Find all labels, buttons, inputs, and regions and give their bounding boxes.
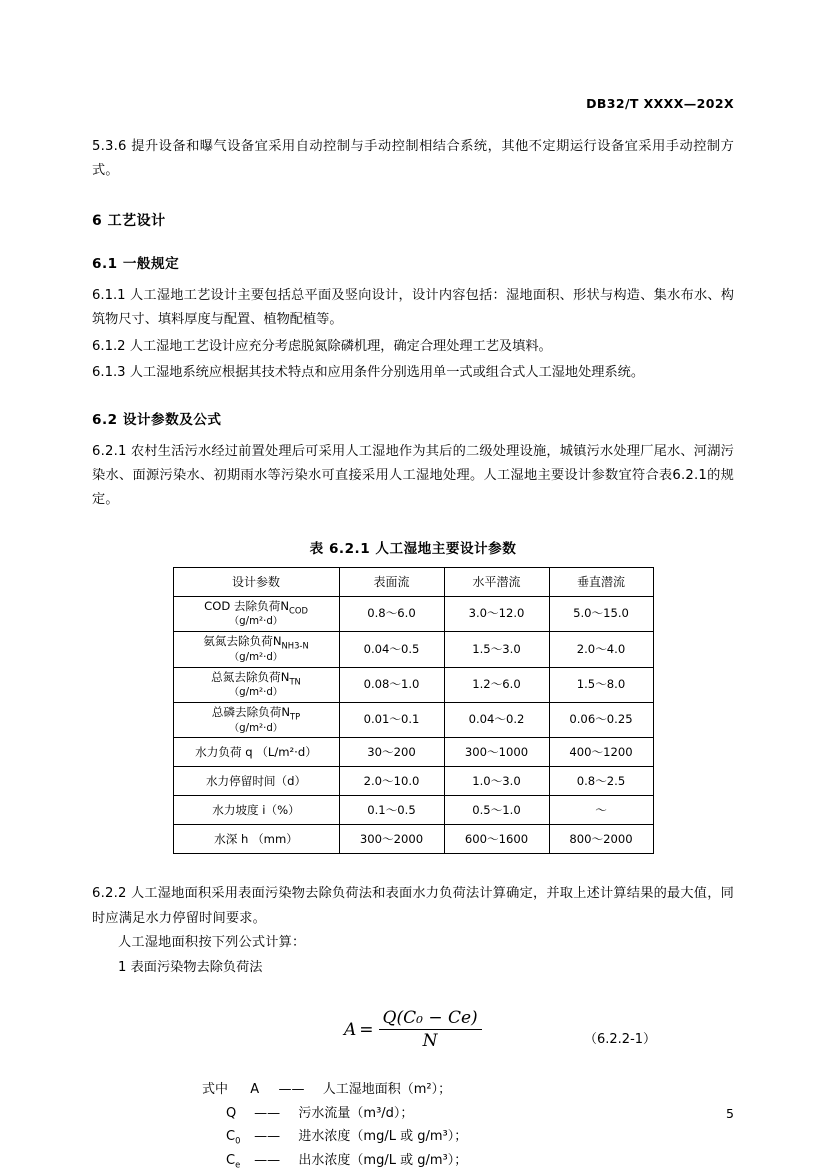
table-row-header: 水力坡度 i（%） (173, 796, 339, 825)
table-row (173, 796, 653, 825)
formula-equals: = (359, 1019, 374, 1040)
table-cell: 0.08～1.0 (339, 667, 444, 702)
param-symbol: N (280, 598, 289, 613)
table-cell: 0.04～0.5 (339, 632, 444, 667)
formula-numerator: Q(C₀ − Ce) (379, 1008, 482, 1030)
table-row (173, 703, 653, 738)
table-row-header (173, 703, 339, 738)
legend-symbol: $C_0$ (226, 1128, 241, 1146)
table-cell: 800～2000 (549, 825, 653, 854)
formula-item-1-label: 1 表面污染物去除负荷法 (118, 959, 263, 975)
table-row (173, 667, 653, 702)
formula-legend (92, 1078, 734, 1169)
param-subscript: TN (289, 675, 301, 686)
clause-6-1-2: 6.1.2 人工湿地工艺设计应充分考虑脱氮除磷机理，确定合理处理工艺及填料。 (92, 338, 552, 354)
param-name: COD 去除负荷 (204, 598, 281, 613)
page-content (92, 96, 734, 1169)
table-cell: 300～1000 (444, 738, 549, 767)
table-cell: 2.0～10.0 (339, 767, 444, 796)
param-subscript: COD (289, 605, 308, 616)
formula-block (92, 1006, 734, 1068)
table-cell: 0.04～0.2 (444, 703, 549, 738)
table-header-cell: 表面流 (339, 567, 444, 596)
legend-label: 式中 (202, 1082, 229, 1098)
table-header-cell: 水平潜流 (444, 567, 549, 596)
table-row (173, 738, 653, 767)
table-cell: 1.5～8.0 (549, 667, 653, 702)
formula-denominator: N (422, 1031, 438, 1052)
clause-6-2-2: 6.2.2 人工湿地面积采用表面污染物去除负荷法和表面水力负荷法计算确定，并取上述计算结果的最大值，同时应满足水力停留时间要求。 (92, 886, 734, 926)
formula-number: （6.2.2-1） (584, 1032, 657, 1048)
param-unit: （g/m²·d） (229, 651, 283, 663)
table-cell: 0.5～1.0 (444, 796, 549, 825)
legend-dash: —— (278, 1082, 305, 1098)
legend-text: 人工湿地面积（m²）； (322, 1082, 452, 1098)
table-row-header (173, 667, 339, 702)
table-row-header (173, 632, 339, 667)
param-symbol: N (281, 705, 291, 720)
param-name: 总磷去除负荷 (211, 705, 282, 720)
table-cell: 400～1200 (549, 738, 653, 767)
table-cell: 0.1～0.5 (339, 796, 444, 825)
table-cell: 0.8～6.0 (339, 596, 444, 631)
section-heading-6-1: 6.1 一般规定 (92, 255, 180, 272)
table-cell: 0.01～0.1 (339, 703, 444, 738)
table-header-cell: 垂直潜流 (549, 567, 653, 596)
table-row (173, 596, 653, 631)
section-heading-6: 6 工艺设计 (92, 212, 166, 229)
table-cell: 1.2～6.0 (444, 667, 549, 702)
legend-row (92, 1125, 734, 1149)
table-row-header: 水力负荷 q （L/m²·d） (173, 738, 339, 767)
legend-dash: —— (254, 1105, 281, 1121)
section-heading-6-2: 6.2 设计参数及公式 (92, 411, 222, 428)
clause-6-1-3: 6.1.3 人工湿地系统应根据其技术特点和应用条件分别选用单一式或组合式人工湿地处理系统。 (92, 365, 645, 381)
param-name: 总氮去除负荷 (211, 669, 281, 684)
param-unit: （g/m²·d） (229, 616, 283, 628)
legend-symbol: $C_e$ (226, 1152, 241, 1169)
formula-fraction (379, 1008, 482, 1051)
clause-6-1-1: 6.1.1 人工湿地工艺设计主要包括总平面及竖向设计，设计内容包括：湿地面积、形状与构造、集水布水、构筑物尺寸、填料厚度与配置、植物配植等。 (92, 287, 734, 328)
table-cell: 2.0～4.0 (549, 632, 653, 667)
legend-symbol: Q (226, 1105, 237, 1121)
table-header-row (173, 567, 653, 596)
legend-text: 进水浓度（mg/L 或 g/m³）； (298, 1128, 468, 1144)
page-header-standard-code: DB32/T XXXX—202X (586, 96, 734, 111)
table-row (173, 767, 653, 796)
formula-expression (344, 1008, 482, 1051)
legend-text: 出水浓度（mg/L 或 g/m³）； (298, 1152, 468, 1168)
table-cell: 0.06～0.25 (549, 703, 653, 738)
param-subscript: TP (290, 711, 301, 722)
param-name: 氨氮去除负荷 (203, 634, 273, 649)
table-caption: 表 6.2.1 人工湿地主要设计参数 (309, 540, 517, 557)
legend-text: 污水流量（m³/d）； (298, 1105, 414, 1121)
table-cell: 1.5～3.0 (444, 632, 549, 667)
table-cell: 0.8～2.5 (549, 767, 653, 796)
param-symbol: N (280, 669, 290, 684)
param-subscript: NH3-N (281, 640, 309, 651)
table-header-cell: 设计参数 (173, 567, 339, 596)
table-row (173, 825, 653, 854)
table-cell: ～ (549, 796, 653, 825)
table-row-header: 水深 h （mm） (173, 825, 339, 854)
legend-dash: —— (254, 1152, 281, 1168)
param-unit: （g/m²·d） (229, 722, 283, 734)
table-cell: 30～200 (339, 738, 444, 767)
page-number: 5 (726, 1106, 734, 1121)
table-cell: 600～1600 (444, 825, 549, 854)
clause-6-2-1: 6.2.1 农村生活污水经过前置处理后可采用人工湿地作为其后的二级处理设施，城镇污水处理厂尾水、河湖污染水、面源污染水、初期雨水等污染水可直接采用人工湿地处理。人工湿地主要设计参数宜符合表6.2.1的规定。 (92, 443, 734, 508)
formula-lhs: A (344, 1019, 357, 1040)
clause-5-3-6: 5.3.6 提升设备和曝气设备宜采用自动控制与手动控制相结合系统，其他不定期运行设备宜采用手动控制方式。 (92, 139, 734, 179)
table-cell: 1.0～3.0 (444, 767, 549, 796)
param-symbol: N (272, 634, 282, 649)
legend-dash: —— (254, 1128, 281, 1144)
clause-6-2-2-intro: 人工湿地面积按下列公式计算： (118, 935, 306, 951)
legend-row (92, 1078, 734, 1101)
table-row-header (173, 596, 339, 631)
legend-symbol: A (250, 1082, 260, 1098)
legend-row (92, 1149, 734, 1169)
design-parameters-table (173, 567, 654, 855)
table-row (173, 632, 653, 667)
table-cell: 5.0～15.0 (549, 596, 653, 631)
table-row-header: 水力停留时间（d） (173, 767, 339, 796)
table-cell: 300～2000 (339, 825, 444, 854)
legend-row (92, 1102, 734, 1125)
param-unit: （g/m²·d） (229, 687, 283, 699)
table-cell: 3.0～12.0 (444, 596, 549, 631)
